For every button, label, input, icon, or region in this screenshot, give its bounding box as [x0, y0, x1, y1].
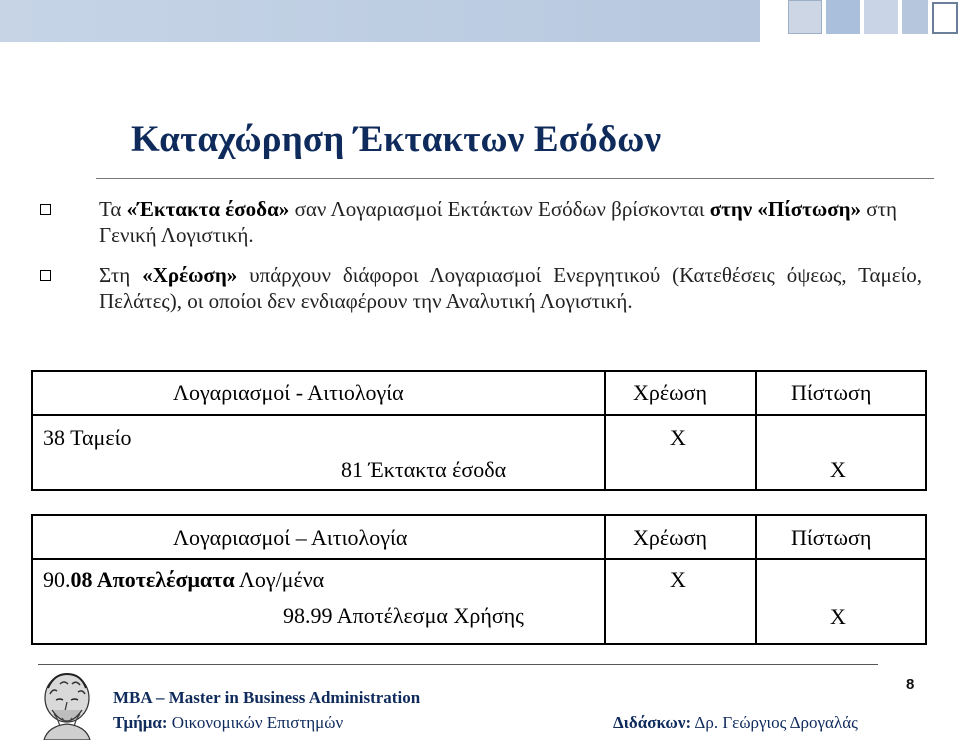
- top-band: [0, 0, 760, 42]
- credit-mark: Χ: [830, 457, 846, 482]
- dept-label: Τμήμα:: [113, 713, 168, 732]
- deco-square: [788, 0, 822, 34]
- account-bold: 08 Αποτελέσματα: [70, 567, 235, 592]
- bold-run: «Χρέωση»: [142, 263, 238, 287]
- instructor-label: Διδάσκων:: [613, 713, 692, 732]
- column-divider: [755, 372, 757, 489]
- program-dash: –: [151, 688, 169, 707]
- debit-mark: Χ: [670, 425, 686, 450]
- text-run: στη Γενική Λογιστική.: [99, 197, 898, 247]
- page-number: 8: [906, 676, 915, 693]
- bold-run: στην «Πίστωση»: [709, 197, 862, 221]
- bullet-paragraph-1: [99, 196, 929, 248]
- column-divider: [755, 516, 757, 643]
- credit-mark: Χ: [830, 604, 846, 629]
- column-header-credit: Πίστωση: [791, 380, 872, 405]
- footer-instructor: [613, 713, 858, 733]
- header-divider: [33, 558, 925, 560]
- column-header-debit: Χρέωση: [633, 525, 707, 550]
- dept-name: Οικονομικών Επιστημών: [167, 713, 344, 732]
- deco-square: [902, 0, 928, 34]
- deco-square: [864, 0, 898, 34]
- ledger-table-1: [31, 370, 927, 491]
- ledger-row-account: [43, 567, 324, 593]
- bold-run: «Έκτακτα έσοδα»: [126, 197, 290, 221]
- text-run: υπάρχουν διάφοροι Λογαριασμοί Ενεργητικού (Κατεθέσεις όψεως, Ταμείο, Πελάτες), οι οποίοι δεν ενδιαφέρουν την Αναλυτική Λογιστική.: [99, 263, 923, 313]
- hollow-square-bullet-icon: [40, 204, 51, 215]
- footer-divider: [38, 664, 878, 665]
- account-rest: Λογ/μένα: [234, 567, 325, 592]
- footer-program: [113, 688, 420, 708]
- ledger-row-account: 38 Ταμείο: [43, 425, 132, 450]
- ledger-row-account: 81 Έκτακτα έσοδα: [341, 457, 507, 482]
- debit-mark: Χ: [670, 567, 686, 592]
- deco-square-outline: [932, 2, 958, 34]
- title-divider: [96, 178, 934, 179]
- ledger-row-account: 98.99 Αποτέλεσμα Χρήσης: [283, 603, 524, 628]
- slide-title: Καταχώρηση Έκτακτων Εσόδων: [131, 119, 662, 160]
- text-run: σαν Λογαριασμοί Εκτάκτων Εσόδων βρίσκονται: [289, 197, 710, 221]
- column-header-accounts: Λογαριασμοί - Αιτιολογία: [173, 380, 404, 405]
- top-decorative-bar: [0, 0, 960, 42]
- column-header-accounts: Λογαριασμοί – Αιτιολογία: [173, 525, 408, 550]
- column-header-credit: Πίστωση: [791, 525, 872, 550]
- text-run: Στη: [99, 263, 143, 287]
- header-divider: [33, 414, 925, 416]
- column-header-debit: Χρέωση: [633, 380, 707, 405]
- deco-square: [826, 0, 860, 34]
- column-divider: [604, 372, 606, 489]
- footer-department: [113, 713, 343, 733]
- bullet-paragraph-2: [99, 262, 922, 314]
- ledger-table-2: [31, 514, 927, 645]
- university-bust-logo: [34, 670, 100, 740]
- program-name: Master in Business Administration: [168, 688, 421, 707]
- program-abbr: MBA: [113, 688, 152, 707]
- instructor-name: Δρ. Γεώργιος Δρογαλάς: [691, 713, 858, 732]
- text-run: Τα: [99, 197, 127, 221]
- account-code: 90.: [43, 567, 71, 592]
- hollow-square-bullet-icon: [40, 270, 51, 281]
- column-divider: [604, 516, 606, 643]
